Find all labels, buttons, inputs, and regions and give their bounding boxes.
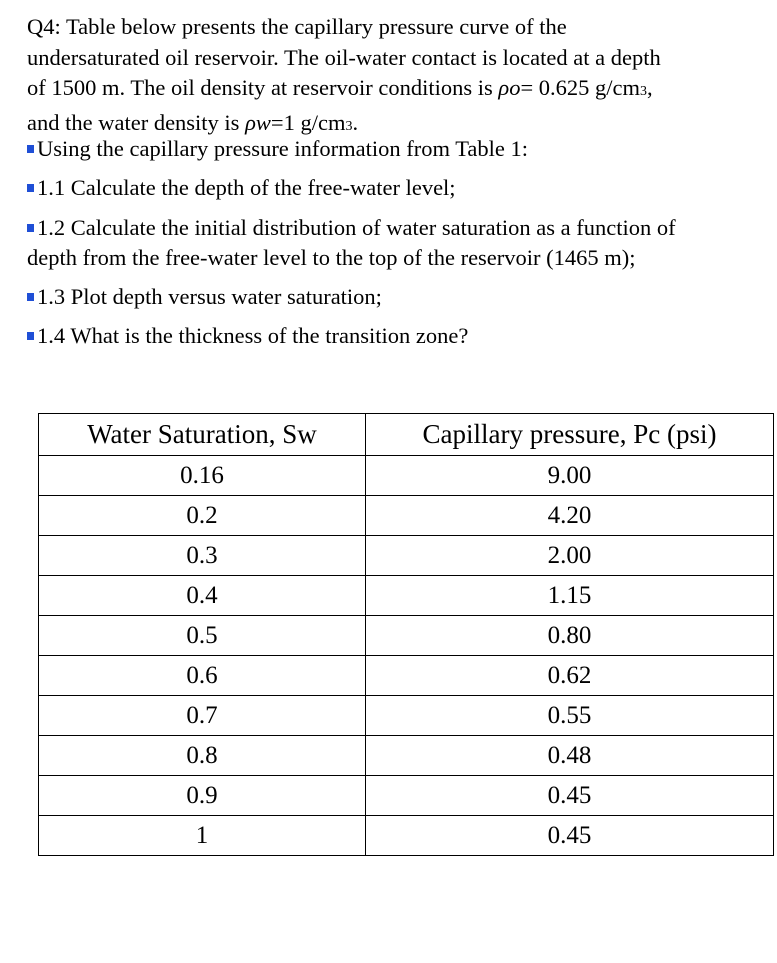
question-line-1: Q4: Table below presents the capillary pressure curve of the (27, 14, 567, 39)
pc-cell: 2.00 (366, 536, 774, 576)
pc-cell: 9.00 (366, 456, 774, 496)
question-text (27, 12, 777, 142)
pc-cell: 1.15 (366, 576, 774, 616)
question-line-2: undersaturated oil reservoir. The oil-water contact is located at a depth (27, 44, 661, 70)
water-density-value: =1 g/cm (270, 109, 346, 135)
square-bullet-icon (27, 293, 34, 301)
oil-density-value: = 0.625 g/cm (520, 75, 641, 100)
table-row (39, 536, 774, 576)
square-bullet-icon (27, 332, 34, 340)
question-line-3 (27, 73, 777, 108)
table-row (39, 776, 774, 816)
period: . (352, 109, 359, 135)
pc-cell: 0.80 (366, 616, 774, 656)
water-density-prefix: and the water density is (27, 109, 246, 135)
square-bullet-icon (27, 224, 34, 232)
table-header-row (39, 414, 774, 456)
sw-cell: 0.16 (39, 456, 366, 496)
oil-density-prefix: of 1500 m. The oil density at reservoir conditions is (27, 75, 499, 100)
sw-cell: 0.4 (39, 576, 366, 616)
square-bullet-icon (27, 145, 34, 153)
table-row (39, 656, 774, 696)
sw-cell: 0.9 (39, 776, 366, 816)
table-row (39, 456, 774, 496)
sw-cell: 1 (39, 816, 366, 856)
pc-cell: 0.45 (366, 816, 774, 856)
square-bullet-icon (27, 184, 34, 192)
task-1-1 (27, 173, 777, 204)
sw-cell: 0.8 (39, 736, 366, 776)
table-row (39, 496, 774, 536)
task-1-2-text-line2: depth from the free-water level to the top of the reservoir (1465 m); (27, 245, 636, 270)
task-1-3-text: 1.3 Plot depth versus water saturation; (37, 284, 382, 309)
pc-cell: 0.55 (366, 696, 774, 736)
task-intro-text: Using the capillary pressure information from Table 1: (37, 136, 529, 161)
task-1-4-text: 1.4 What is the thickness of the transition zone? (37, 323, 469, 348)
comma: , (647, 75, 653, 100)
task-1-2 (27, 213, 777, 244)
task-intro (27, 134, 777, 165)
sw-cell: 0.3 (39, 536, 366, 576)
task-1-2-continued (27, 243, 777, 274)
table-row (39, 696, 774, 736)
sw-cell: 0.5 (39, 616, 366, 656)
pc-cell: 4.20 (366, 496, 774, 536)
pc-cell: 0.45 (366, 776, 774, 816)
table-row (39, 816, 774, 856)
header-capillary-pressure: Capillary pressure, Pc (psi) (366, 414, 774, 456)
capillary-pressure-table (38, 413, 774, 856)
header-water-saturation: Water Saturation, Sw (39, 414, 366, 456)
sw-cell: 0.7 (39, 696, 366, 736)
pc-cell: 0.62 (366, 656, 774, 696)
task-1-4 (27, 321, 777, 352)
sw-cell: 0.2 (39, 496, 366, 536)
rho-water-symbol: ρw (245, 109, 271, 135)
rho-oil-symbol: ρo (498, 75, 521, 100)
task-1-3 (27, 282, 777, 313)
task-1-2-text-line1: 1.2 Calculate the initial distribution of water saturation as a function of (37, 215, 676, 240)
pc-cell: 0.48 (366, 736, 774, 776)
task-1-1-text: 1.1 Calculate the depth of the free-water level; (37, 175, 456, 200)
oil-density-exponent: 3 (640, 84, 648, 99)
table-row (39, 736, 774, 776)
water-density-exponent: 3 (345, 118, 353, 134)
table-row (39, 616, 774, 656)
sw-cell: 0.6 (39, 656, 366, 696)
table-row (39, 576, 774, 616)
